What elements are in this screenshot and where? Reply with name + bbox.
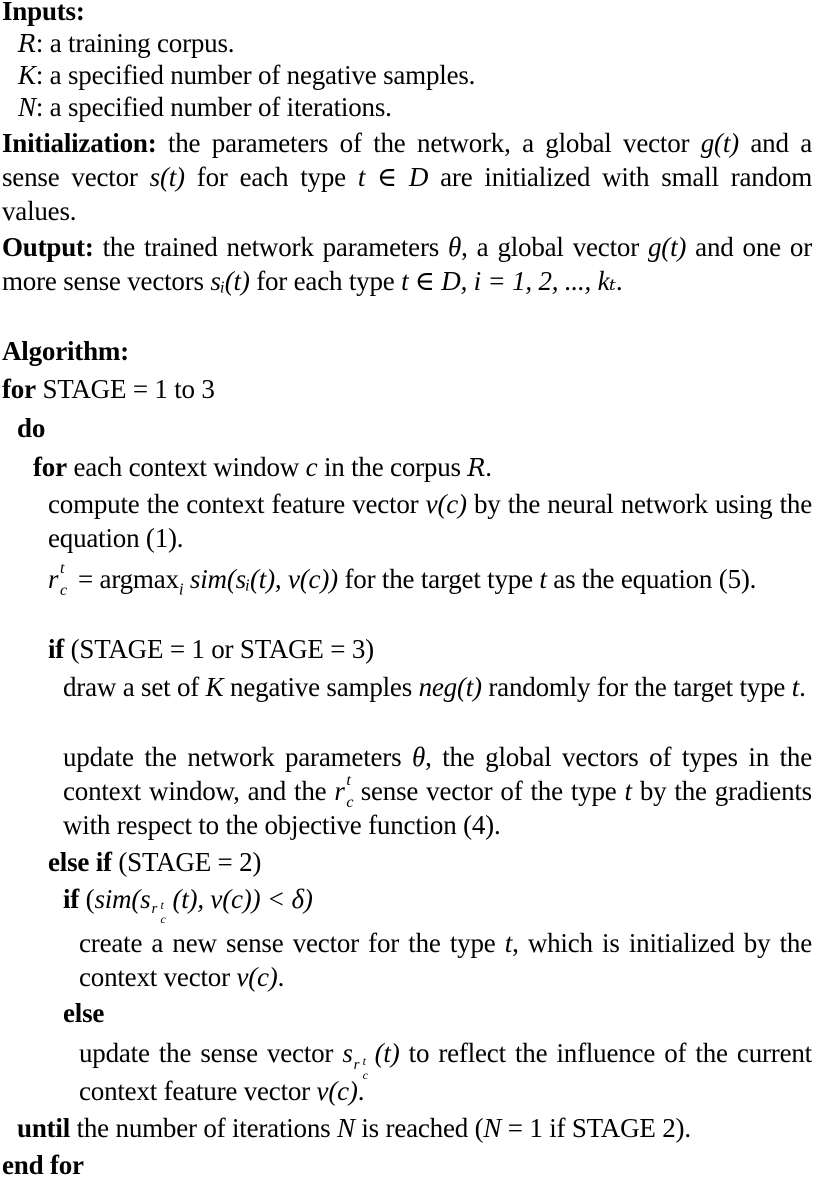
algo-line-argmax: r t c = argmax$_i$ sim(sᵢ(t), v(c)) for the target type t as the equation (5). xyxy=(48,560,757,599)
algo-line-update-sense: update the sense vector s r t c (t) to reflect the influence of the current context feature vector v(c). xyxy=(79,1038,812,1106)
algo-line-if-sim-threshold: if (sim(s r t c (t), v(c)) < δ) xyxy=(63,884,313,926)
input-item-iterations: N: a specified number of iterations. xyxy=(18,92,392,122)
initialization-heading: Initialization: xyxy=(2,128,157,158)
input-item-negative-samples: K: a specified number of negative samples. xyxy=(18,60,476,90)
algo-line-do: do xyxy=(17,413,46,443)
math-r-c-t: r t c xyxy=(48,560,67,599)
algo-line-else: else xyxy=(63,998,105,1028)
math-sub-r-c-t: r t c xyxy=(151,898,166,926)
math-sub-r-c-t: r t c xyxy=(353,1054,368,1082)
algorithm-heading: Algorithm: xyxy=(2,336,129,366)
initialization-paragraph: Initialization: the parameters of the network, a global vector g(t) and a sense vector s(t) for each type t ∈ D are initialized with small random values. xyxy=(2,128,813,226)
algo-line-update-parameters: update the network parameters θ, the global vectors of types in the context window, and the r t c sense vector of the type t by the gradients with respect to the objective function (4). xyxy=(63,742,812,840)
algo-line-draw-negatives: draw a set of K negative samples neg(t) randomly for the target type t. xyxy=(63,672,806,702)
output-paragraph: Output: the trained network parameters θ, a global vector g(t) and one or more sense vectors sᵢ(t) for each type t ∈ D, i = 1, 2, ..., kₜ. xyxy=(2,232,813,296)
algo-line-else-if-stage-2: else if (STAGE = 2) xyxy=(48,847,262,877)
algo-line-for-each-window: for each context window c in the corpus R. xyxy=(33,452,492,482)
algo-line-end-for: end for xyxy=(2,1150,84,1180)
algo-line-compute: compute the context feature vector v(c) by the neural network using the equation (1). xyxy=(48,489,813,553)
input-item-corpus: R: a training corpus. xyxy=(18,28,235,58)
math-r-c-t: r t c xyxy=(334,772,354,811)
algo-line-for-stage: for STAGE = 1 to 3 xyxy=(2,374,215,404)
math-calligraphic-r: R xyxy=(18,30,36,58)
algo-line-if-stage-1-3: if (STAGE = 1 or STAGE = 3) xyxy=(48,634,374,664)
inputs-heading: Inputs: xyxy=(2,0,85,26)
output-heading: Output: xyxy=(2,232,94,262)
algo-line-create-sense: create a new sense vector for the type t, which is initialized by the context vector v(c). xyxy=(79,928,813,992)
algo-line-until: until the number of iterations N is reached (N = 1 if STAGE 2). xyxy=(17,1113,691,1143)
